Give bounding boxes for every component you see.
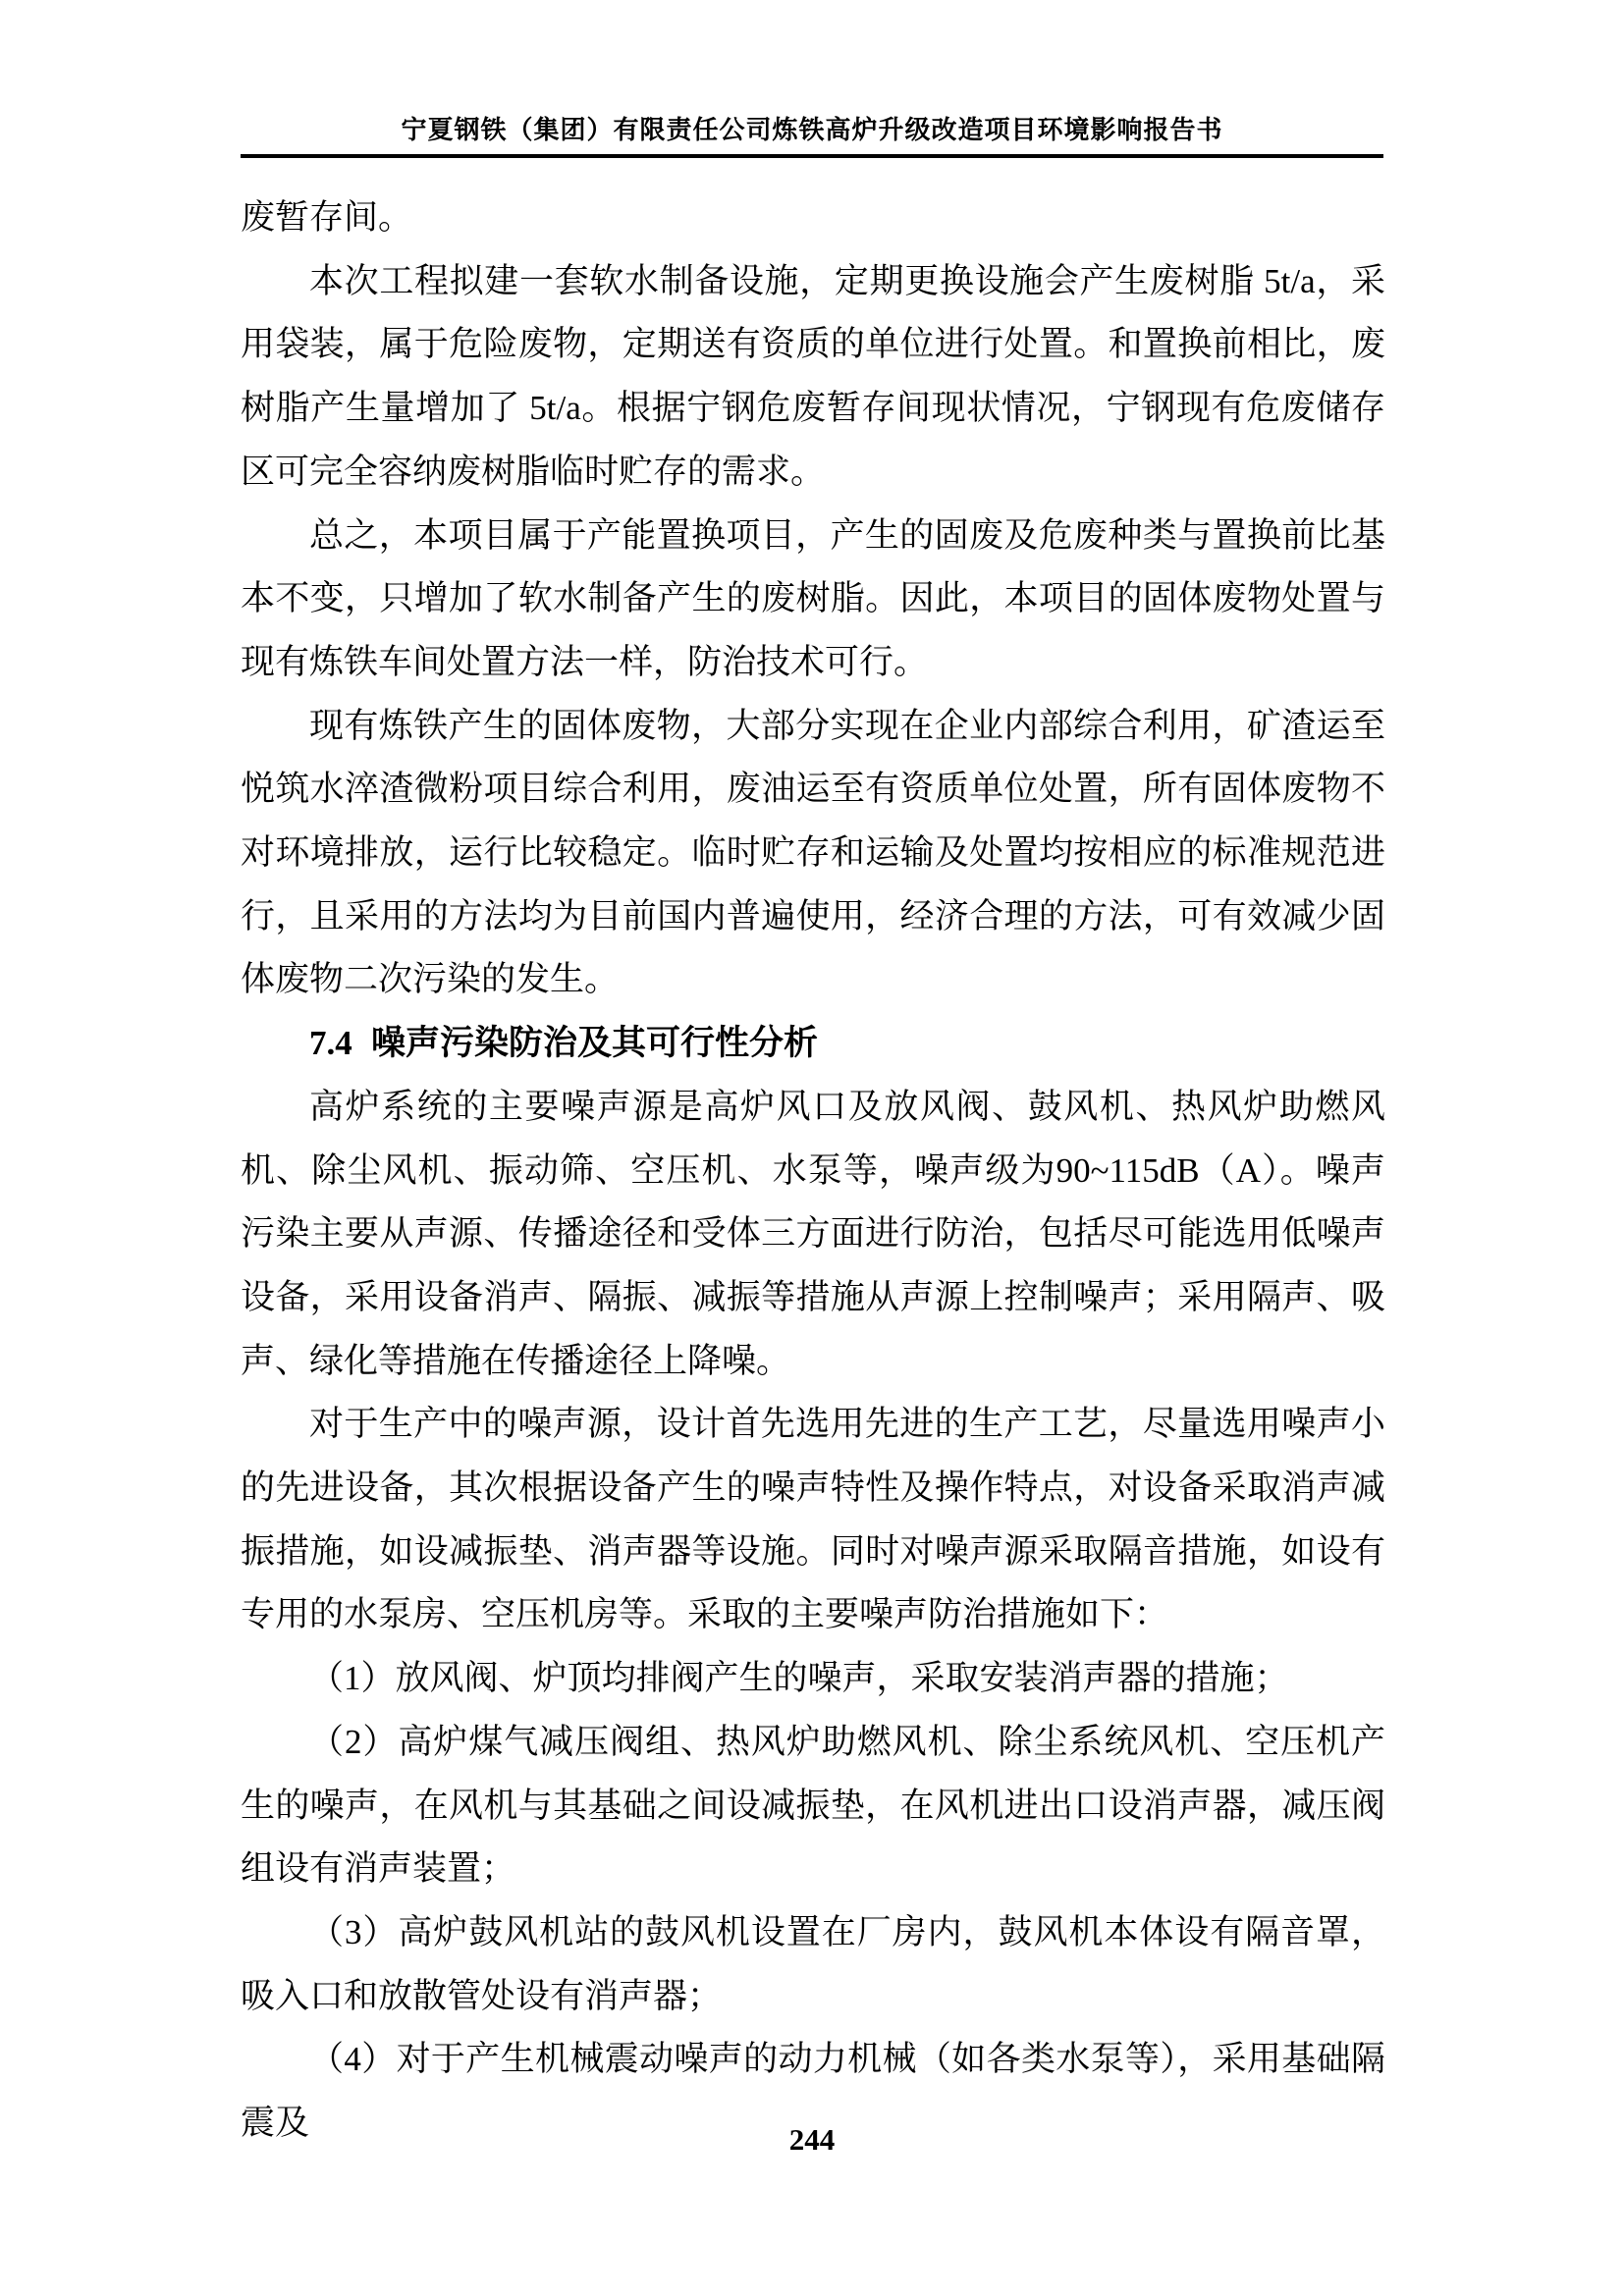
paragraph-measure-1: （1）放风阀、炉顶均排阀产生的噪声，采取安装消声器的措施；: [309, 1659, 1289, 1698]
paragraph-noise-design: 对于生产中的噪声源，设计首先选用先进的生产工艺，尽量选用噪声小的先进设备，其次根据设备产生的噪声特性及操作特点，对设备采取消声减振措施，如设减振垫、消声器等设施。同时对噪声源采取隔音措施，如设有专用的水泵房、空压机房等。采取的主要噪声防治措施如下：: [241, 1405, 1385, 1634]
section-number: 7.4: [309, 1024, 352, 1063]
section-heading: [241, 1012, 1385, 1076]
document-body: [241, 187, 1385, 2156]
page-header: [241, 110, 1383, 158]
page-footer: [0, 2122, 1624, 2158]
page-number: 244: [788, 2122, 836, 2157]
paragraph-summary: 总之，本项目属于产能置换项目，产生的固废及危废种类与置换前比基本不变，只增加了软水制备产生的废树脂。因此，本项目的固体废物处置与现有炼铁车间处置方法一样，防治技术可行。: [241, 515, 1385, 681]
paragraph-noise-sources: 高炉系统的主要噪声源是高炉风口及放风阀、鼓风机、热风炉助燃风机、除尘风机、振动筛、空压机、水泵等，噪声级为90~115dB（A）。噪声污染主要从声源、传播途径和受体三方面进行防治，包括尽可能选用低噪声设备，采用设备消声、隔振、减振等措施从声源上控制噪声；采用隔声、吸声、绿化等措施在传播途径上降噪。: [241, 1087, 1385, 1380]
paragraph-measure-3: （3）高炉鼓风机站的鼓风机设置在厂房内，鼓风机本体设有隔音罩，吸入口和放散管处设有消声器；: [241, 1912, 1385, 2015]
header-title: 宁夏钢铁（集团）有限责任公司炼铁高炉升级改造项目环境影响报告书: [401, 116, 1223, 144]
paragraph-resin-waste: 本次工程拟建一套软水制备设施，定期更换设施会产生废树脂 5t/a，采用袋装，属于危险废物，定期送有资质的单位进行处置。和置换前相比，废树脂产生量增加了 5t/a。根据宁钢危废暂存间现状情况，宁钢现有危废储存区可完全容纳废树脂临时贮存的需求。: [241, 261, 1385, 491]
paragraph-measure-2: （2）高炉煤气减压阀组、热风炉助燃风机、除尘系统风机、空压机产生的噪声，在风机与其基础之间设减振垫，在风机进出口设消声器，减压阀组设有消声装置；: [241, 1722, 1385, 1889]
paragraph-continuation: 废暂存间。: [241, 198, 413, 237]
paragraph-existing-solid-waste: 现有炼铁产生的固体废物，大部分实现在企业内部综合利用，矿渣运至悦筑水淬渣微粉项目综合利用，废油运至有资质单位处置，所有固体废物不对环境排放，运行比较稳定。临时贮存和运输及处置均按相应的标准规范进行，且采用的方法均为目前国内普遍使用，经济合理的方法，可有效减少固体废物二次污染的发生。: [241, 706, 1385, 999]
header-rule: [241, 154, 1383, 158]
section-title: 噪声污染防治及其可行性分析: [371, 1024, 819, 1063]
paragraph-measure-4: （4）对于产生机械震动噪声的动力机械（如各类水泵等），采用基础隔震及: [241, 2040, 1385, 2143]
